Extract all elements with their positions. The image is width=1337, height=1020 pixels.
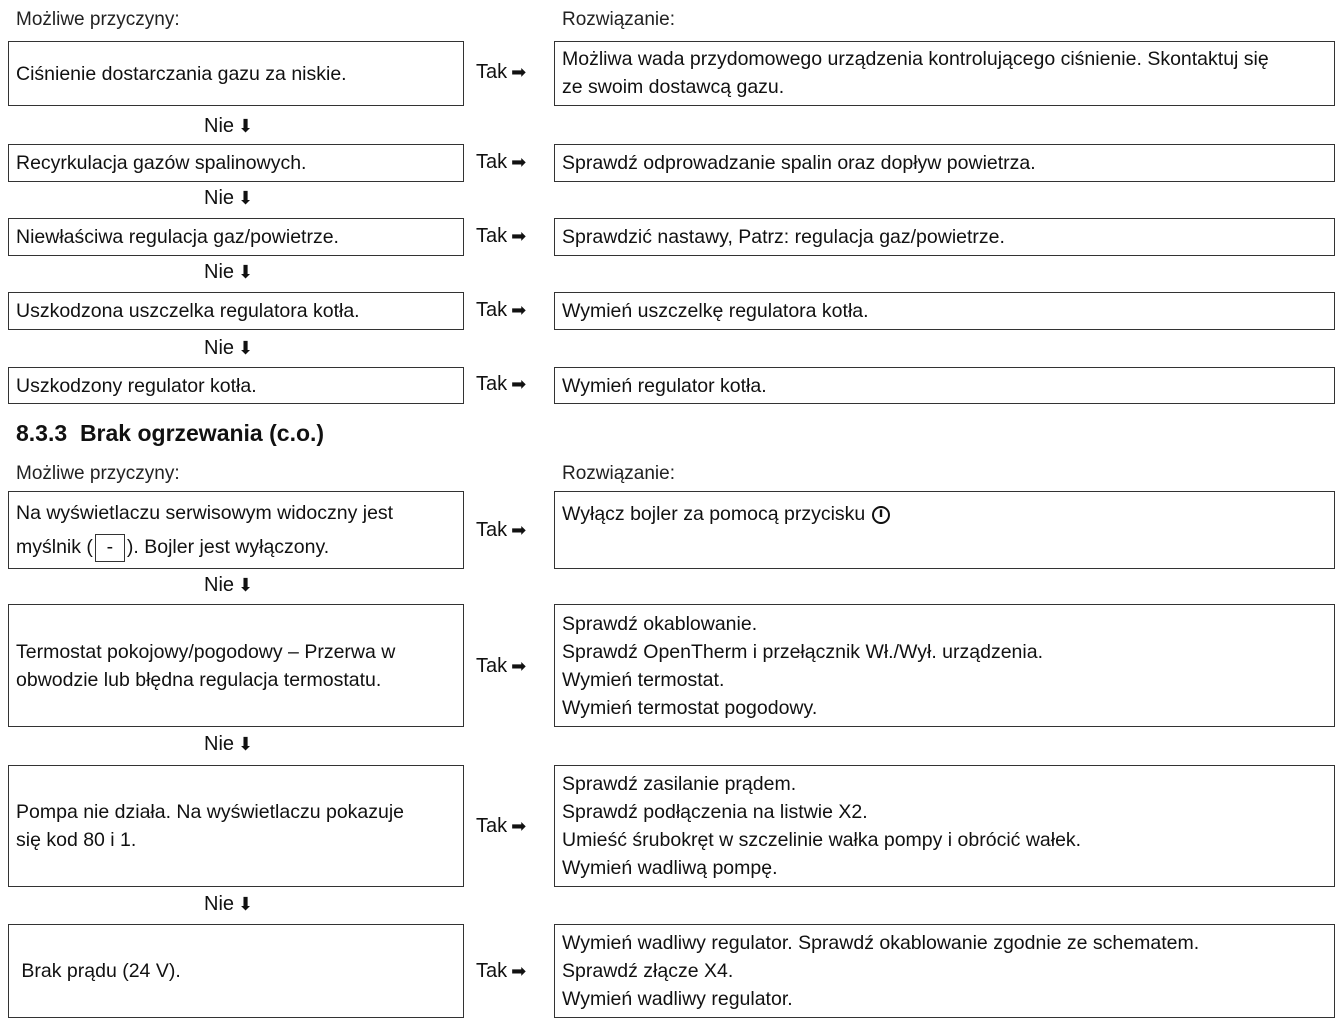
section-title-text: Brak ogrzewania (c.o.) bbox=[79, 420, 325, 446]
cause-text: Na wyświetlaczu serwisowym widoczny jest bbox=[16, 502, 394, 524]
solution-text: Wyłącz bojler za pomocą przycisku bbox=[562, 500, 1327, 528]
arrow-right-icon: ➡ bbox=[511, 520, 527, 540]
cause-box bbox=[8, 218, 464, 256]
cause-box bbox=[8, 765, 464, 887]
yes-label: Tak ➡ bbox=[476, 960, 527, 982]
causes-header: Możliwe przyczyny: bbox=[16, 463, 180, 484]
cause-text: Recyrkulacja gazów spalinowych. bbox=[16, 152, 307, 174]
solution-text: Sprawdzić nastawy, Patrz: regulacja gaz/powietrze. bbox=[562, 226, 1005, 248]
yes-label: Tak ➡ bbox=[476, 655, 527, 677]
cause-box bbox=[8, 292, 464, 330]
arrow-down-icon: ⬇ bbox=[238, 188, 254, 208]
arrow-right-icon: ➡ bbox=[511, 300, 527, 320]
yes-label: Tak ➡ bbox=[476, 225, 527, 247]
no-label: Nie ⬇ bbox=[204, 115, 254, 137]
solution-text: Wymień wadliwy regulator. bbox=[562, 988, 793, 1010]
solution-text: Sprawdź OpenTherm i przełącznik Wł./Wył. urządzenia. bbox=[562, 640, 1043, 663]
cause-text: Brak prądu (24 V). bbox=[16, 960, 181, 982]
solution-text: Sprawdź złącze X4. bbox=[562, 960, 734, 982]
no-label: Nie ⬇ bbox=[204, 893, 254, 915]
yes-label: Tak ➡ bbox=[476, 519, 527, 541]
solution-box bbox=[554, 367, 1335, 404]
cause-text: Termostat pokojowy/pogodowy – Przerwa w bbox=[16, 640, 396, 663]
arrow-down-icon: ⬇ bbox=[238, 116, 254, 136]
yes-label: Tak ➡ bbox=[476, 373, 527, 395]
no-label: Nie ⬇ bbox=[204, 187, 254, 209]
solution-text: Wymień termostat pogodowy. bbox=[562, 696, 818, 719]
solution-text: Sprawdź odprowadzanie spalin oraz dopływ powietrza. bbox=[562, 152, 1036, 174]
cause-text: Ciśnienie dostarczania gazu za niskie. bbox=[16, 62, 347, 85]
solution-text: Wymień wadliwą pompę. bbox=[562, 857, 778, 879]
solution-text: Sprawdź zasilanie prądem. bbox=[562, 773, 797, 795]
yes-label: Tak ➡ bbox=[476, 61, 527, 83]
solution-text: Wymień termostat. bbox=[562, 668, 725, 691]
solution-text: Możliwa wada przydomowego urządzenia kontrolującego ciśnienie. Skontaktuj się bbox=[562, 48, 1269, 70]
arrow-down-icon: ⬇ bbox=[238, 734, 254, 754]
solutions-header: Rozwiązanie: bbox=[562, 9, 675, 30]
solution-text: Wymień uszczelkę regulatora kotła. bbox=[562, 300, 869, 322]
cause-box bbox=[8, 604, 464, 727]
cause-text: myślnik ( - ). Bojler jest wyłączony. bbox=[16, 530, 456, 564]
cause-text: obwodzie lub błędna regulacja termostatu. bbox=[16, 668, 382, 691]
cause-box bbox=[8, 491, 464, 569]
solution-text: ze swoim dostawcą gazu. bbox=[562, 76, 785, 98]
cause-text: Pompa nie działa. Na wyświetlaczu pokazuje bbox=[16, 801, 405, 823]
solution-box bbox=[554, 144, 1335, 182]
arrow-down-icon: ⬇ bbox=[238, 575, 254, 595]
solution-box bbox=[554, 924, 1335, 1018]
arrow-right-icon: ➡ bbox=[511, 152, 527, 172]
solution-text: Wymień wadliwy regulator. Sprawdź okablowanie zgodnie ze schematem. bbox=[562, 932, 1200, 954]
yes-label: Tak ➡ bbox=[476, 151, 527, 173]
solution-box bbox=[554, 604, 1335, 727]
arrow-right-icon: ➡ bbox=[511, 656, 527, 676]
solution-box bbox=[554, 491, 1335, 569]
cause-box bbox=[8, 41, 464, 106]
arrow-down-icon: ⬇ bbox=[238, 894, 254, 914]
arrow-right-icon: ➡ bbox=[511, 816, 527, 836]
cause-box bbox=[8, 144, 464, 182]
cause-box bbox=[8, 367, 464, 404]
arrow-down-icon: ⬇ bbox=[238, 262, 254, 282]
cause-text: się kod 80 i 1. bbox=[16, 829, 137, 851]
yes-label: Tak ➡ bbox=[476, 815, 527, 837]
arrow-right-icon: ➡ bbox=[511, 226, 527, 246]
causes-header: Możliwe przyczyny: bbox=[16, 9, 180, 30]
arrow-right-icon: ➡ bbox=[511, 961, 527, 981]
arrow-right-icon: ➡ bbox=[511, 374, 527, 394]
no-label: Nie ⬇ bbox=[204, 733, 254, 755]
no-label: Nie ⬇ bbox=[204, 574, 254, 596]
solution-text: Umieść śrubokręt w szczelinie wałka pompy i obrócić wałek. bbox=[562, 829, 1082, 851]
section-number: 8.3.3 bbox=[16, 420, 68, 446]
solution-text: Sprawdź okablowanie. bbox=[562, 612, 758, 635]
section-title bbox=[16, 420, 324, 447]
cause-text: Niewłaściwa regulacja gaz/powietrze. bbox=[16, 226, 339, 248]
solution-text: Wymień regulator kotła. bbox=[562, 374, 767, 397]
no-label: Nie ⬇ bbox=[204, 337, 254, 359]
solution-box bbox=[554, 41, 1335, 106]
arrow-right-icon: ➡ bbox=[511, 62, 527, 82]
solution-box bbox=[554, 292, 1335, 330]
cause-text: Uszkodzona uszczelka regulatora kotła. bbox=[16, 300, 360, 322]
arrow-down-icon: ⬇ bbox=[238, 338, 254, 358]
solutions-header: Rozwiązanie: bbox=[562, 463, 675, 484]
solution-text: Sprawdź podłączenia na listwie X2. bbox=[562, 801, 868, 823]
solution-box bbox=[554, 765, 1335, 887]
dash-display-icon: - bbox=[95, 534, 125, 562]
no-label: Nie ⬇ bbox=[204, 261, 254, 283]
solution-box bbox=[554, 218, 1335, 256]
yes-label: Tak ➡ bbox=[476, 299, 527, 321]
power-button-icon bbox=[871, 505, 891, 525]
cause-box bbox=[8, 924, 464, 1018]
cause-text: Uszkodzony regulator kotła. bbox=[16, 374, 257, 397]
